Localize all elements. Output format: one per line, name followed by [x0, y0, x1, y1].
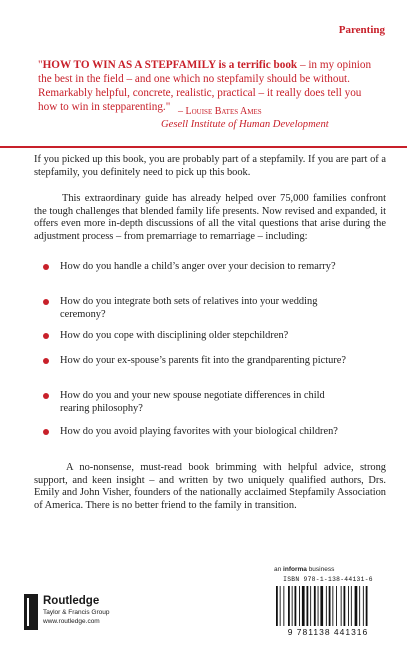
- bullet-icon: [43, 299, 49, 305]
- bullet-icon: [43, 393, 49, 399]
- barcode-digits: 9 781138 441316: [287, 627, 369, 637]
- informa-business-note: [274, 566, 334, 573]
- bullet-icon: [43, 333, 49, 339]
- question-text: How do you avoid playing favorites with your biological children?: [60, 426, 338, 437]
- publisher-block: [43, 595, 109, 626]
- question-text: How do you and your new spouse negotiate differences in child rearing philosophy?: [60, 390, 325, 414]
- quote-author: – Louise Bates Ames: [178, 106, 262, 117]
- question-text: How do you handle a child’s anger over your decision to remarry?: [60, 261, 336, 272]
- list-item: [60, 426, 350, 439]
- quote-affiliation: Gesell Institute of Human Development: [161, 118, 329, 130]
- list-item: [60, 330, 350, 343]
- publisher-url: www.routledge.com: [43, 618, 100, 625]
- list-item: [60, 296, 350, 321]
- list-item: [60, 261, 350, 274]
- business-brand: informa: [283, 566, 307, 573]
- quote-open-mark: ": [38, 59, 43, 71]
- closing-paragraph: A no-nonsense, must-read book brimming with helpful advice, strong support, and keen insight – and written by two uniquely qualified authors, Drs. Emily and John Visher, founders of the nationally acclaimed Stepfamily Association of America. There is no better friend to the family in transition.: [34, 462, 386, 511]
- quote-title: HOW TO WIN AS A STEPFAMILY is a terrific book: [42, 59, 298, 71]
- question-text: How do you integrate both sets of relatives into your wedding ceremony?: [60, 296, 318, 320]
- bullet-icon: [43, 264, 49, 270]
- isbn-text: ISBN 978-1-138-44131-6: [283, 576, 373, 583]
- bullet-icon: [43, 429, 49, 435]
- list-item: [60, 355, 350, 368]
- business-suffix: business: [306, 566, 335, 573]
- bullet-icon: [43, 358, 49, 364]
- description-paragraph: This extraordinary guide has already helped over 75,000 families confront the tough challenges that blended family life presents. Now revised and expanded, it offers even more in-depth discussions of all the vital questions that arise during the adjustment process – from premarriage to remarriage – including:: [34, 193, 386, 242]
- quote-body: – in my opinion the best in the field – and one which no stepfamily should be without. Remarkably helpful, concrete, realistic, practical – it really does tell you how to win in stepparenting.": [38, 59, 372, 113]
- barcode-bars: [276, 586, 384, 626]
- question-text: How do you cope with disciplining older stepchildren?: [60, 330, 289, 341]
- barcode-area: [268, 576, 388, 638]
- publisher-name: Routledge: [43, 595, 100, 607]
- divider-rule: [0, 146, 407, 148]
- question-text: How do your ex-spouse’s parents fit into the grandparenting picture?: [60, 355, 346, 366]
- business-prefix: an: [274, 566, 284, 573]
- list-item: [60, 390, 350, 415]
- intro-paragraph: If you picked up this book, you are probably part of a stepfamily. If you are part of a stepfamily, you definitely need to pick up this book.: [34, 154, 386, 178]
- quote-attribution: [161, 106, 391, 131]
- routledge-logo-icon: [24, 594, 38, 630]
- publisher-group: Taylor & Francis Group: [43, 609, 110, 616]
- category-label: Parenting: [338, 24, 385, 36]
